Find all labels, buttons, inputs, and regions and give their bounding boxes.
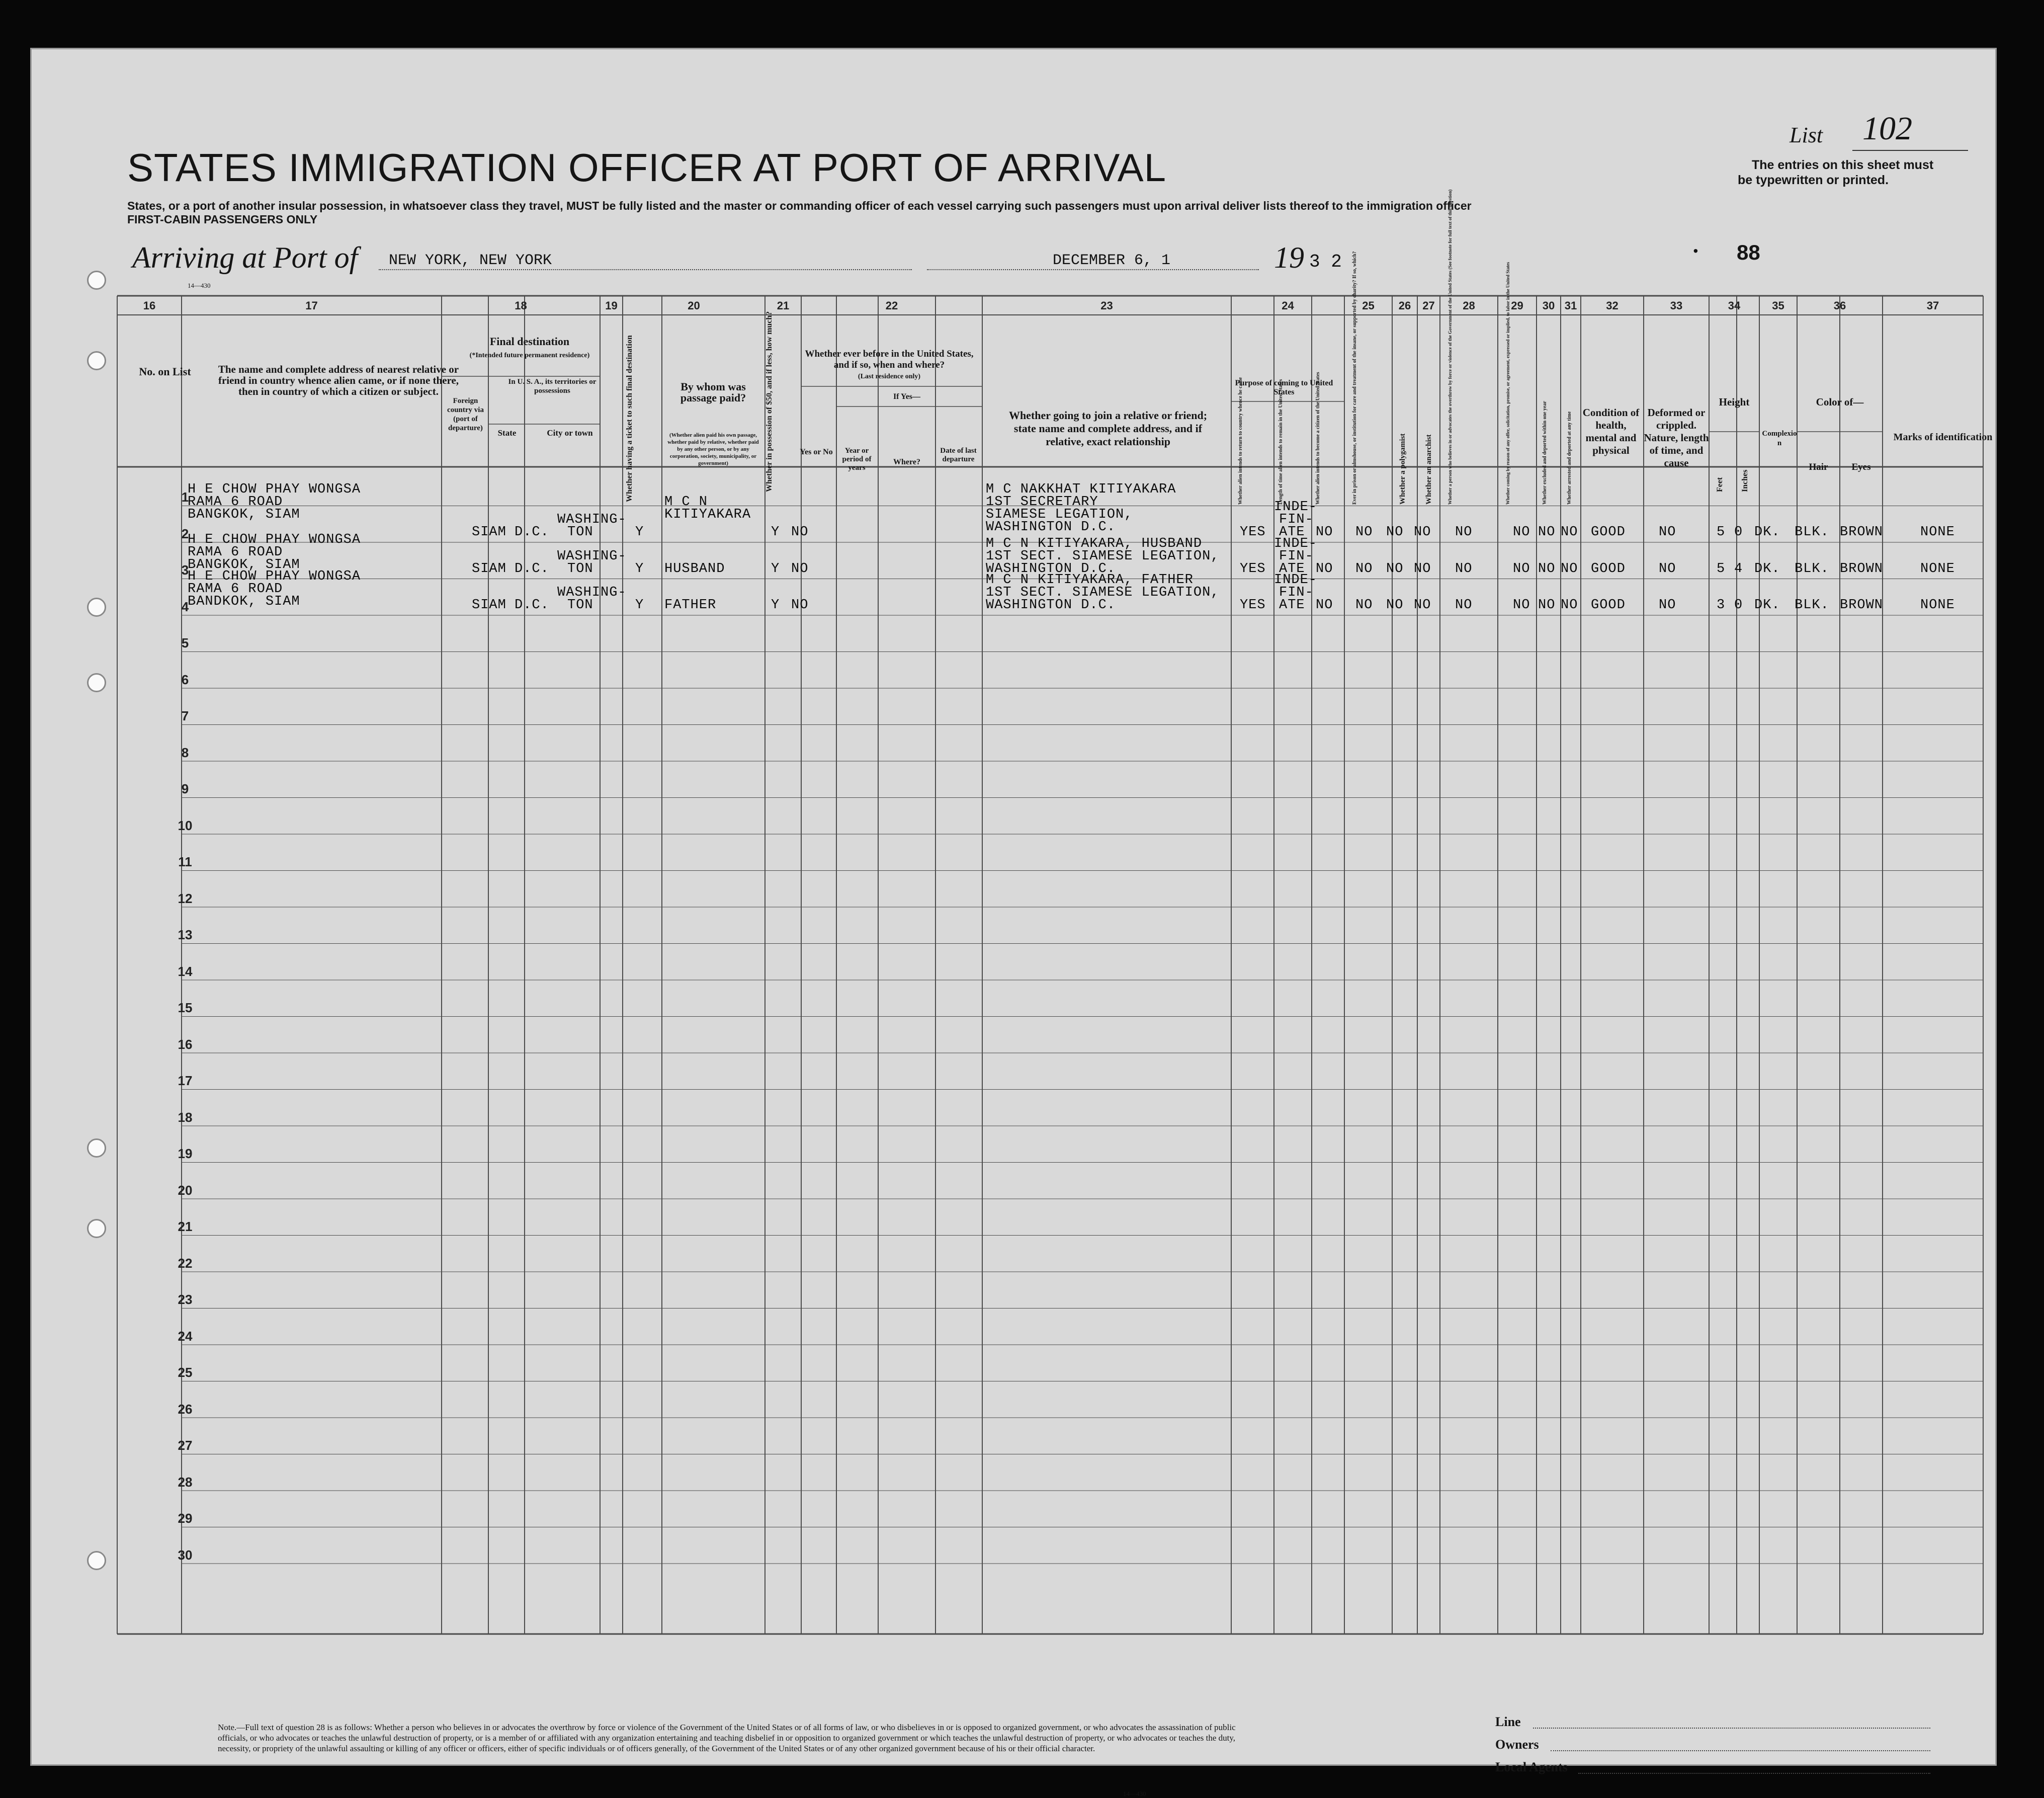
join-line: M C NAKKHAT KITIYAKARA: [986, 482, 1176, 497]
column-number: 33: [1670, 299, 1683, 312]
deformed: NO: [1659, 525, 1676, 540]
destination-city: TON: [567, 598, 593, 613]
length-of-stay: ATE: [1279, 598, 1305, 613]
col25: NO: [1355, 561, 1373, 577]
height-feet: 5: [1717, 525, 1726, 540]
length-of-stay: FIN-: [1279, 548, 1314, 564]
col25: NO: [1355, 598, 1373, 613]
length-of-stay: INDE-: [1274, 573, 1318, 588]
header-purpose-length: Length of time alien intends to remain in the United States: [1278, 379, 1284, 505]
row-number: 29: [178, 1511, 193, 1526]
foreign-country: SIAM: [472, 598, 506, 613]
header-city: City or town: [547, 428, 593, 438]
header-hair: Hair: [1809, 462, 1828, 472]
header-purpose-citizen: Whether alien intends to become a citizen of the United States: [1315, 372, 1321, 505]
column-number: 21: [777, 299, 790, 312]
join-line: WASHINGTON D.C.: [986, 598, 1116, 613]
column-number: 30: [1542, 299, 1555, 312]
length-of-stay: ATE: [1279, 561, 1305, 577]
instruction-line-2: be typewritten or printed.: [1738, 173, 1889, 187]
marks: NONE: [1920, 525, 1955, 540]
destination-city: WASHING-: [557, 512, 627, 527]
purpose-return: YES: [1240, 561, 1266, 577]
col28: NO: [1455, 598, 1473, 613]
purpose-return: YES: [1240, 598, 1266, 613]
row-number: 1: [181, 489, 189, 505]
agents-label: Local Agents: [1495, 1760, 1568, 1774]
header-col28: Whether a person who believes in or advocates the overthrow by force or violence of the Government of the United States (See footnote for full text of this question): [1447, 189, 1453, 505]
header-col30: Whether excluded and deported within one year: [1542, 401, 1548, 505]
relative-name: H E CHOW PHAY WONGSA: [188, 532, 361, 547]
page-title: STATES IMMIGRATION OFFICER AT PORT OF ARRIVAL: [127, 145, 1167, 190]
intends-citizen: NO: [1316, 598, 1333, 613]
ticket: Y: [635, 598, 644, 613]
hair: BLK.: [1795, 598, 1829, 613]
header-usa-note: In U. S. A., its territories or possessions: [508, 378, 597, 395]
header-foreign-country: Foreign country via (port of departure): [447, 397, 484, 432]
manifest-sheet: [30, 48, 1997, 1797]
col31: NO: [1561, 598, 1578, 613]
health: GOOD: [1591, 525, 1626, 540]
column-number: 18: [515, 299, 527, 312]
row-number: 15: [178, 1000, 193, 1015]
row-number: 22: [178, 1255, 193, 1271]
complexion: DK.: [1754, 598, 1780, 613]
row-number: 26: [178, 1401, 193, 1417]
height-feet: 5: [1717, 561, 1726, 577]
col30: NO: [1538, 525, 1556, 540]
paid-by: HUSBAND: [664, 561, 725, 577]
owners-label: Owners: [1495, 1737, 1539, 1752]
join-line: 1ST SECT. SIAMESE LEGATION,: [986, 548, 1220, 564]
destination-state: D.C.: [515, 598, 549, 613]
length-of-stay: FIN-: [1279, 585, 1314, 600]
header-final-destination-note: (*Intended future permanent residence): [469, 352, 590, 359]
column-number: 25: [1362, 299, 1375, 312]
col26: NO: [1386, 525, 1404, 540]
cabin-class: FIRST-CABIN PASSENGERS ONLY: [127, 213, 318, 226]
col27: NO: [1414, 525, 1431, 540]
form-subtitle: States, or a port of another insular possession, in whatsoever class they travel, MUST be fully listed and the master or commanding officer of each vessel carrying such passengers must upon arrival deliver lists thereof to the immigration officer: [127, 199, 1472, 212]
column-number: 36: [1833, 299, 1846, 312]
page-code: 88: [1737, 240, 1760, 264]
header-going-to-join: Whether going to join a relative or friend; state name and complete address, and if relative, exact relationship: [1008, 409, 1208, 448]
column-number: 23: [1100, 299, 1113, 312]
row-number: 30: [178, 1547, 193, 1563]
row-number: 8: [181, 745, 189, 760]
destination-state: D.C.: [515, 525, 549, 540]
length-of-stay: FIN-: [1279, 512, 1314, 527]
hair: BLK.: [1795, 525, 1829, 540]
eyes: BROWN: [1840, 525, 1884, 540]
header-col31: Whether arrested and deported at any time: [1567, 411, 1572, 505]
row-number: 7: [181, 708, 189, 723]
intends-citizen: NO: [1316, 561, 1333, 577]
destination-city: WASHING-: [557, 585, 627, 600]
row-number: 4: [181, 599, 189, 614]
join-line: WASHINGTON D.C.: [986, 561, 1116, 577]
header-marks: Marks of identification: [1893, 432, 1993, 443]
row-number: 5: [181, 635, 189, 650]
row-number: 21: [178, 1219, 193, 1234]
col29: NO: [1513, 525, 1530, 540]
page-mark: •: [1691, 244, 1700, 260]
instruction-line-1: The entries on this sheet must: [1752, 158, 1934, 172]
relative-street: RAMA 6 ROAD: [188, 581, 283, 597]
row-number: 25: [178, 1365, 193, 1380]
header-eyes: Eyes: [1851, 462, 1871, 472]
header-condition: Condition of health, mental and physical: [1582, 406, 1640, 456]
ever-before: NO: [791, 598, 809, 613]
col28: NO: [1455, 525, 1473, 540]
join-line: M C N KITIYAKARA, HUSBAND: [986, 536, 1203, 551]
column-number: 20: [688, 299, 700, 312]
foreign-country: SIAM: [472, 561, 506, 577]
row-number: 23: [178, 1292, 193, 1307]
column-number: 35: [1772, 299, 1784, 312]
foreign-country: SIAM: [472, 525, 506, 540]
list-number: 102: [1862, 110, 1912, 147]
header-date-departure: Date of last departure: [940, 447, 977, 463]
row-number: 18: [178, 1109, 193, 1125]
relative-name: H E CHOW PHAY WONGSA: [188, 568, 361, 584]
agents-dotted: [1578, 1773, 1930, 1774]
destination-city: WASHING-: [557, 548, 627, 564]
row-number: 27: [178, 1438, 193, 1453]
column-number: 17: [305, 299, 318, 312]
list-label: List: [1790, 123, 1823, 147]
marks: NONE: [1920, 598, 1955, 613]
deformed: NO: [1659, 561, 1676, 577]
relative-name: H E CHOW PHAY WONGSA: [188, 482, 361, 497]
header-by-whom-note: (Whether alien paid his own passage, whether paid by relative, whether paid by any other person, or by any corporation, society, municipality, or government): [667, 432, 759, 466]
header-feet: Feet: [1716, 477, 1724, 492]
row-number: 28: [178, 1474, 193, 1490]
column-number: 22: [885, 299, 898, 312]
row-number: 16: [178, 1036, 193, 1052]
marks: NONE: [1920, 561, 1955, 577]
row-number: 12: [178, 890, 193, 906]
row-number: 13: [178, 927, 193, 942]
column-number: 37: [1926, 299, 1939, 312]
join-line: SIAMESE LEGATION,: [986, 507, 1133, 522]
arrival-date: DECEMBER 6, 1: [1053, 252, 1171, 269]
paid-by: FATHER: [664, 598, 717, 613]
col26: NO: [1386, 561, 1404, 577]
footnote-question-28: Note.—Full text of question 28 is as follows: Whether a person who believes in or advocates the overthrow by force or violence of the Government of the United States or of all forms of law, or who disbelieves in or is opposed to organized government, or who advocates the assassination of public officials, or who advocates or teaches the unlawful destruction of property, or is a member of or affiliated with any organization entertaining and teaching disbelief in or opposition to organized government or which teaches the unlawful destruction of property, or who advocates or teaches the duty, necessity, or propriety of the unlawful assaulting or killing of any officer or officers, either of specific individuals or of officers generally, of the Government of the United States or of any other organized government because of his or their official character.: [218, 1723, 1236, 1753]
col31: NO: [1561, 561, 1578, 577]
ticket: Y: [635, 525, 644, 540]
column-number: 28: [1463, 299, 1475, 312]
header-col26: Whether a polygamist: [1399, 433, 1407, 505]
row-number: 17: [178, 1073, 193, 1088]
relative-city: BANGKOK, SIAM: [188, 507, 300, 522]
row-number: 3: [181, 562, 189, 578]
col28: NO: [1455, 561, 1473, 577]
header-no-on-list: No. on List: [139, 365, 191, 378]
col26: NO: [1386, 598, 1404, 613]
column-number: 32: [1606, 299, 1619, 312]
hair: BLK.: [1795, 561, 1829, 577]
header-by-whom: By whom was passage paid?: [680, 380, 746, 404]
relative-street: RAMA 6 ROAD: [188, 495, 283, 510]
row-number: 10: [178, 818, 193, 833]
col30: NO: [1538, 561, 1556, 577]
header-where: Where?: [893, 458, 920, 466]
header-year-period: Year or period of years: [842, 447, 872, 472]
header-col29: Whether coming by reason of any offer, solicitation, promise, or agreement, expressed or implied, to labor in the United States: [1505, 262, 1510, 505]
complexion: DK.: [1754, 561, 1780, 577]
col29: NO: [1513, 598, 1530, 613]
header-complexion: Complexion: [1762, 430, 1797, 447]
health: GOOD: [1591, 561, 1626, 577]
column-number: 31: [1564, 299, 1577, 312]
header-purpose-return: Whether alien intends to return to country whence he came: [1238, 377, 1243, 505]
header-name-address: The name and complete address of nearest relative or friend in country whence alien came, or if none there, then in country of which a citizen or subject.: [218, 363, 459, 397]
col27: NO: [1414, 598, 1431, 613]
height-inches: 0: [1734, 525, 1743, 540]
complexion: DK.: [1754, 525, 1780, 540]
header-purpose: Purpose of coming to United States: [1235, 379, 1333, 396]
header-ever-before: Whether ever before in the United States, and if so, when and where?: [805, 349, 974, 370]
form-code-bottom: 14—430: [1123, 1790, 1146, 1797]
column-number: 34: [1728, 299, 1741, 312]
header-deformed: Deformed or crippled. Nature, length of time, and cause: [1644, 406, 1709, 469]
header-height: Height: [1719, 396, 1750, 408]
relative-city: BANGKOK, SIAM: [188, 557, 300, 573]
header-final-destination: Final destination: [489, 335, 570, 348]
length-of-stay: INDE-: [1274, 500, 1318, 515]
height-inches: 4: [1734, 561, 1743, 577]
eyes: BROWN: [1840, 561, 1884, 577]
column-number: 19: [605, 299, 618, 312]
fifty-dollars: Y: [771, 561, 780, 577]
owners-dotted: [1551, 1750, 1930, 1751]
column-number: 24: [1282, 299, 1294, 312]
paid-by: KITIYAKARA: [664, 507, 751, 522]
ticket: Y: [635, 561, 644, 577]
header-fifty-dollars: Whether in possession of $50, and if less, how much?: [765, 311, 774, 492]
relative-street: RAMA 6 ROAD: [188, 545, 283, 560]
line-label: Line: [1495, 1714, 1521, 1729]
relative-city: BANDKOK, SIAM: [188, 594, 300, 609]
col29: NO: [1513, 561, 1530, 577]
height-inches: 0: [1734, 598, 1743, 613]
paid-by: M C N: [664, 495, 708, 510]
row-number: 14: [178, 963, 193, 979]
ever-before: NO: [791, 525, 809, 540]
header-ticket: Whether having a ticket to such final destination: [625, 335, 634, 502]
destination-city: TON: [567, 525, 593, 540]
col25: NO: [1355, 525, 1373, 540]
ever-before: NO: [791, 561, 809, 577]
destination-city: TON: [567, 561, 593, 577]
deformed: NO: [1659, 598, 1676, 613]
join-line: 1ST SECRETARY: [986, 495, 1098, 510]
row-number: 9: [181, 781, 189, 796]
join-line: WASHINGTON D.C.: [986, 520, 1116, 535]
column-number: 27: [1422, 299, 1435, 312]
header-color-of: Color of—: [1816, 396, 1864, 408]
header-col25: Ever in prison or almshouse, or institution for care and treatment of the insane, or supported by charity? If so, which?: [1352, 251, 1357, 505]
header-col27: Whether an anarchist: [1425, 434, 1433, 505]
port-of-arrival: NEW YORK, NEW YORK: [389, 252, 552, 269]
intends-citizen: NO: [1316, 525, 1333, 540]
fifty-dollars: Y: [771, 598, 780, 613]
header-inches: Inches: [1741, 469, 1749, 492]
header-if-yes: If Yes—: [893, 392, 921, 401]
row-number: 11: [178, 854, 192, 869]
length-of-stay: INDE-: [1274, 536, 1318, 551]
join-line: 1ST SECT. SIAMESE LEGATION,: [986, 585, 1220, 600]
col31: NO: [1561, 525, 1578, 540]
eyes: BROWN: [1840, 598, 1884, 613]
purpose-return: YES: [1240, 525, 1266, 540]
line-dotted: [1533, 1728, 1930, 1729]
header-state: State: [497, 428, 517, 438]
year-prefix: 19: [1274, 241, 1304, 274]
row-number: 24: [178, 1328, 193, 1344]
length-of-stay: ATE: [1279, 525, 1305, 540]
year-suffix: 3 2: [1309, 252, 1342, 272]
header-last-residence: (Last residence only): [858, 373, 921, 380]
row-number: 19: [178, 1146, 193, 1161]
column-number: 26: [1398, 299, 1411, 312]
col30: NO: [1538, 598, 1556, 613]
form-code-top: 14—430: [188, 282, 211, 289]
row-number: 20: [178, 1182, 193, 1198]
row-number: 6: [181, 672, 189, 687]
height-feet: 3: [1717, 598, 1726, 613]
join-line: M C N KITIYAKARA, FATHER: [986, 573, 1194, 588]
header-yes-or-no: Yes or No: [800, 448, 833, 456]
destination-state: D.C.: [515, 561, 549, 577]
arriving-label: Arriving at Port of: [132, 241, 358, 274]
column-number: 29: [1511, 299, 1523, 312]
fifty-dollars: Y: [771, 525, 780, 540]
row-number: 2: [181, 526, 189, 541]
column-number: 16: [143, 299, 156, 312]
health: GOOD: [1591, 598, 1626, 613]
col27: NO: [1414, 561, 1431, 577]
